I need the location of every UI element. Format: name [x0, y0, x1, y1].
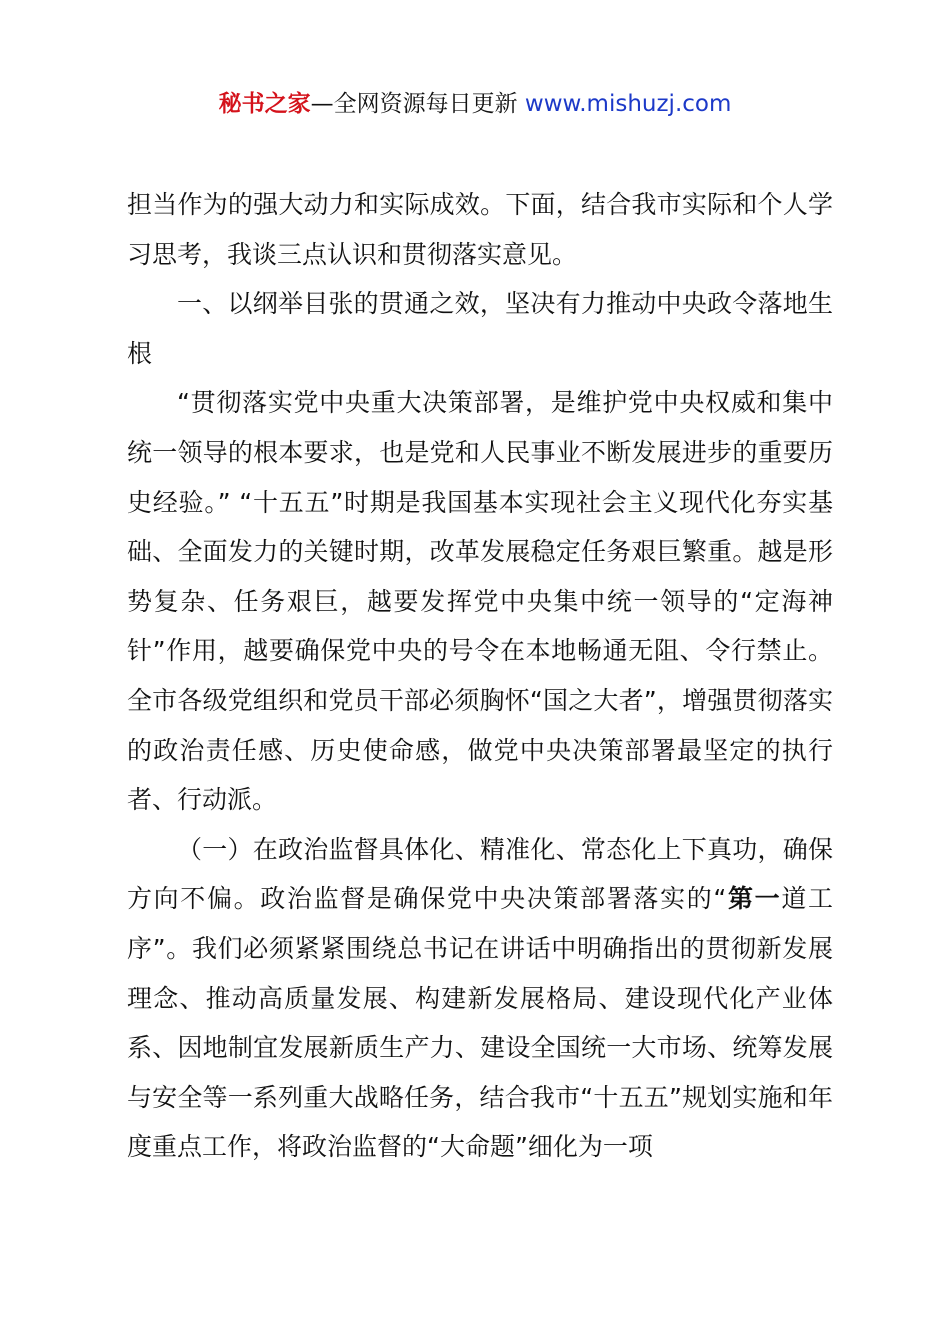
paragraph-continued: 担当作为的强大动力和实际成效。下面，结合我市实际和个人学习思考，我谈三点认识和贯彻落实意见。: [127, 190, 833, 269]
subsection-text-start: （一）在政治监督具体化、精准化、常态化上下真功，确保方向不偏。政治监督是确保党中央决策部署落实的“: [127, 834, 833, 914]
site-brand: 秘书之家: [218, 91, 311, 117]
subsection-text-rest: 道工序”。我们必须紧紧围绕总书记在讲话中明确指出的贯彻新发展理念、推动高质量发展、构建新发展格局、建设现代化产业体系、因地制宜发展新质生产力、建设全国统一大市场、统筹发展与安全等一系列重大战略任务，结合我市“十五五”规划实施和年度重点工作，将政治监督的“大命题”细化为一项: [127, 884, 833, 1162]
document-body: [127, 180, 833, 1172]
section-heading-1: 一、以纲举目张的贯通之效，坚决有力推动中央政令落地生根: [127, 289, 833, 368]
site-url-link[interactable]: www.mishuzj.com: [524, 91, 732, 117]
paragraph-subsection-1: [127, 825, 833, 1172]
site-header: [0, 88, 950, 120]
site-tagline: —全网资源每日更新: [310, 91, 525, 117]
emphasis-text: 第一: [726, 884, 782, 914]
paragraph-body: “贯彻落实党中央重大决策部署，是维护党中央权威和集中统一领导的根本要求，也是党和人民事业不断发展进步的重要历史经验。” “十五五”时期是我国基本实现社会主义现代化夯实基础、全面发力的关键时期，改革发展稳定任务艰巨繁重。越是形势复杂、任务艰巨，越要发挥党中央集中统一领导的“定海神针”作用，越要确保党中央的号令在本地畅通无阻、令行禁止。全市各级党组织和党员干部必须胸怀“国之大者”，增强贯彻落实的政治责任感、历史使命感，做党中央决策部署最坚定的执行者、行动派。: [127, 388, 833, 815]
